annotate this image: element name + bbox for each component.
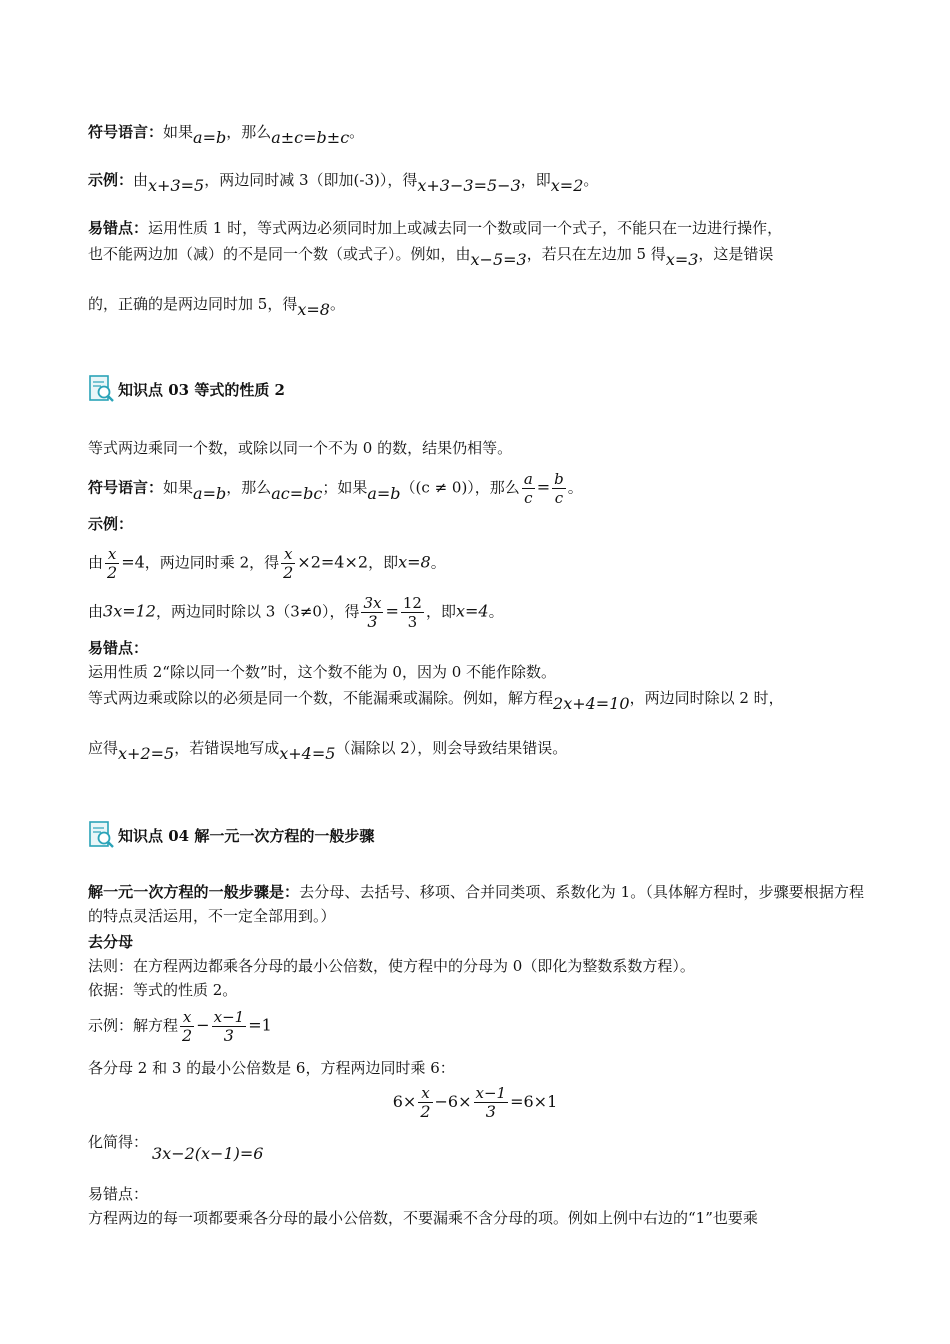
section-title: 知识点 04 解一元一次方程的一般步骤 — [118, 826, 375, 845]
fraction-x-over-2: $\frac{x}{2}$ — [420, 1084, 431, 1121]
error-label: 易错点： — [88, 219, 149, 237]
fraction-b-over-c: $\frac{b}{c}$ — [554, 470, 564, 507]
fraction-a-over-c: $\frac{a}{c}$ — [523, 470, 533, 507]
knowledge-magnifier-icon — [88, 820, 116, 850]
math-expression: a±c=b±c — [271, 128, 350, 147]
error-line-1: 易错点：运用性质 1 时，等式两边必须同时加上或减去同一个数或同一个式子，不能只在一边进行操作， — [88, 219, 783, 237]
math-expression: a=b — [193, 483, 227, 503]
error-2-line-3: 应得x+2=5，若错误地写成x+4=5（漏除以 2），则会导致结果错误。 — [88, 739, 568, 763]
rule-line: 法则：在方程两边都乘各分母的最小公倍数，使方程中的分母为 0（即化为整数系数方程）。 — [88, 957, 695, 975]
fraction-x-over-2: $\frac{x}{2}$ — [107, 545, 118, 582]
simplified-equation: 3x−2(x−1)=6 — [152, 1144, 264, 1163]
fraction-x-over-2: $\frac{x}{2}$ — [283, 545, 294, 582]
symbol-language-line-2: 符号语言：如果a=b，那么ac=bc；如果a=b（(c ≠ 0)），那么 $\frac{a}{c}$ = $\frac{b}{c}$ 。 — [88, 470, 583, 507]
fraction-x-minus-1-over-3: $\frac{x-1}{3}$ — [213, 1008, 245, 1045]
remove-denominator-title: 去分母 — [88, 933, 134, 951]
math-expression: x=3 — [665, 250, 699, 269]
math-expression: x=8 — [398, 552, 431, 572]
example-line-2b: 由3x=12，两边同时除以 3（3≠0），得 $\frac{3x}{3}$ = $\frac{12}{3}$ ，即x=4。 — [88, 594, 504, 631]
fraction-x-over-2: $\frac{x}{2}$ — [182, 1008, 193, 1045]
lcm-line: 各分母 2 和 3 的最小公倍数是 6，方程两边同时乘 6： — [88, 1059, 455, 1077]
symbol-language-line: 符号语言：如果a=b，那么a±c=b±c。 — [88, 123, 365, 147]
example-line: 示例：由x+3=5，两边同时减 3（即加(-3)），得x+3−3=5−3，即x=2。 — [88, 171, 599, 195]
example-line-2a: 由 $\frac{x}{2}$ =4，两边同时乘 2，得 $\frac{x}{2}$ ×2=4×2，即x=8。 — [88, 545, 446, 582]
math-expression: a=b — [367, 483, 401, 503]
example-label-2: 示例： — [88, 515, 134, 533]
math-expression: x+2=5 — [118, 744, 175, 763]
display-equation: 6× $\frac{x}{2}$ −6× $\frac{x-1}{3}$ =6×1 — [392, 1084, 558, 1121]
example-line-3: 示例：解方程 $\frac{x}{2}$ − $\frac{x-1}{3}$ =1 — [88, 1008, 272, 1045]
error-label-2: 易错点： — [88, 639, 149, 657]
error-2-line-2: 等式两边乘或除以的必须是同一个数，不能漏乘或漏除。例如，解方程2x+4=10，两边同时除以 2 时， — [88, 689, 784, 713]
math-expression: 3x=12 — [103, 601, 156, 621]
math-expression: x+4=5 — [279, 744, 336, 763]
math-expression: x+3−3=5−3 — [417, 176, 521, 195]
basis-line: 依据：等式的性质 2。 — [88, 981, 238, 999]
error-line-2: 也不能两边加（减）的不是同一个数（或式子）。例如，由x−5=3，若只在左边加 5 得x=3，这是错误 — [88, 245, 774, 269]
math-expression: x=4 — [455, 601, 489, 621]
error-label-3: 易错点： — [88, 1185, 149, 1203]
simplified-label: 化简得： — [88, 1133, 149, 1151]
error-2-line-1: 运用性质 2“除以同一个数”时，这个数不能为 0，因为 0 不能作除数。 — [88, 663, 557, 681]
math-expression: x=8 — [297, 300, 330, 319]
section-heading-04 — [88, 820, 374, 850]
symbol-language-label: 符号语言： — [88, 123, 164, 141]
property-2-intro: 等式两边乘同一个数，或除以同一个不为 0 的数，结果仍相等。 — [88, 439, 513, 457]
math-expression: x+3=5 — [148, 176, 205, 195]
error-line-3: 的，正确的是两边同时加 5，得x=8。 — [88, 295, 345, 319]
math-expression: x=2 — [550, 176, 584, 195]
example-label: 示例： — [88, 171, 134, 189]
knowledge-magnifier-icon — [88, 374, 116, 404]
math-expression: x−5=3 — [470, 250, 527, 269]
fraction-12-over-3: $\frac{12}{3}$ — [402, 594, 422, 631]
symbol-language-label: 符号语言： — [88, 478, 164, 497]
fraction-3x-over-3: $\frac{3x}{3}$ — [363, 594, 382, 631]
section-title: 知识点 03 等式的性质 2 — [118, 380, 285, 399]
section-heading-03 — [88, 374, 285, 404]
math-expression: a=b — [193, 128, 227, 147]
fraction-x-minus-1-over-3: $\frac{x-1}{3}$ — [475, 1084, 507, 1121]
general-steps-paragraph: 解一元一次方程的一般步骤是：去分母、去括号、移项、合并同类项、系数化为 1。（具体解方程时，步骤要根据方程的特点灵活运用，不一定全部用到。） — [88, 883, 864, 925]
error-3-line: 方程两边的每一项都要乘各分母的最小公倍数，不要漏乘不含分母的项。例如上例中右边的“1”也要乘 — [88, 1209, 758, 1227]
general-steps-label: 解一元一次方程的一般步骤是： — [88, 883, 300, 901]
math-expression: ac=bc — [271, 483, 323, 503]
math-expression: 2x+4=10 — [553, 694, 630, 713]
